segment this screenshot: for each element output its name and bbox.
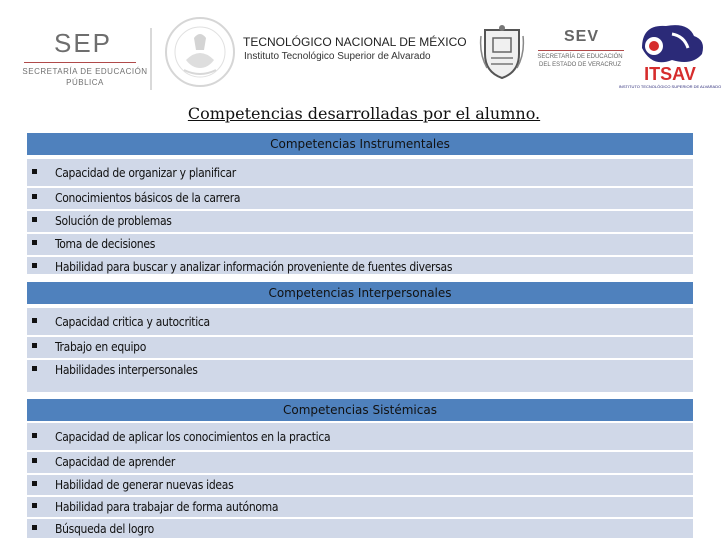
section-list-interpersonales [27, 306, 693, 392]
mexico-seal-icon [164, 16, 236, 88]
list-item-text: Solución de problemas [55, 214, 172, 228]
bullet-icon [32, 525, 37, 530]
sev-logo-rule [538, 50, 624, 51]
bullet-icon [32, 194, 37, 199]
sep-logo-rule [24, 62, 136, 63]
institution-title: TECNOLÓGICO NACIONAL DE MÉXICO [243, 35, 467, 49]
list-item-text: Capacidad de aprender [55, 455, 176, 469]
sep-logo-word: SEP [54, 28, 113, 58]
bullet-icon [32, 217, 37, 222]
list-item-text: Habilidad para trabajar de forma autónoma [55, 500, 279, 514]
list-item [27, 358, 693, 379]
list-item [27, 186, 693, 207]
section-heading-instrumentales: Competencias Instrumentales [27, 133, 693, 155]
list-item-text: Búsqueda del logro [55, 522, 154, 536]
list-item-text: Capacidad de organizar y planificar [55, 166, 236, 180]
sep-logo [18, 28, 148, 88]
list-item-text: Toma de decisiones [55, 237, 156, 251]
bullet-icon [32, 458, 37, 463]
list-item-text: Habilidades interpersonales [55, 363, 198, 377]
header-bar [0, 0, 720, 100]
list-item [27, 255, 693, 276]
list-item [27, 517, 693, 538]
bullet-icon [32, 366, 37, 371]
list-item-text: Capacidad critica y autocritica [55, 315, 210, 329]
bullet-icon [32, 433, 37, 438]
list-item-text: Conocimientos básicos de la carrera [55, 191, 241, 205]
sev-logo-word: SEV [564, 28, 600, 45]
section-heading-sistemicas: Competencias Sistémicas [27, 399, 693, 421]
itsav-logo-word: ITSAV [644, 64, 696, 84]
veracruz-shield-icon [479, 24, 525, 80]
list-item-text: Habilidad para buscar y analizar información proveniente de fuentes diversas [55, 260, 453, 274]
list-item [27, 450, 693, 471]
list-item [27, 427, 693, 448]
list-item [27, 335, 693, 356]
list-item-text: Capacidad de aplicar los conocimientos en la practica [55, 430, 331, 444]
bullet-icon [32, 318, 37, 323]
section-heading-interpersonales: Competencias Interpersonales [27, 282, 693, 304]
bullet-icon [32, 169, 37, 174]
sep-logo-subtitle: SECRETARÍA DE EDUCACIÓN PÚBLICA [22, 67, 148, 87]
institution-subtitle: Instituto Tecnológico Superior de Alvarado [244, 51, 431, 62]
section-list-instrumentales [27, 157, 693, 274]
list-item [27, 312, 693, 333]
list-item [27, 232, 693, 253]
bullet-icon [32, 263, 37, 268]
list-item [27, 163, 693, 184]
bullet-icon [32, 481, 37, 486]
header-divider [150, 28, 152, 90]
itsav-logo [618, 20, 722, 98]
bullet-icon [32, 343, 37, 348]
sev-logo-subtitle: SECRETARÍA DE EDUCACIÓN DEL ESTADO DE VERACRUZ [537, 54, 623, 68]
page-title: Competencias desarrolladas por el alumno. [187, 104, 541, 123]
sev-logo [534, 28, 626, 78]
list-item-text: Trabajo en equipo [55, 340, 146, 354]
list-item [27, 473, 693, 494]
list-item-text: Habilidad de generar nuevas ideas [55, 478, 234, 492]
itsav-logo-subtitle: INSTITUTO TECNOLÓGICO SUPERIOR DE ALVARADO [618, 84, 722, 89]
list-item [27, 209, 693, 230]
bullet-icon [32, 503, 37, 508]
list-item [27, 495, 693, 516]
section-list-sistemicas [27, 421, 693, 538]
bullet-icon [32, 240, 37, 245]
